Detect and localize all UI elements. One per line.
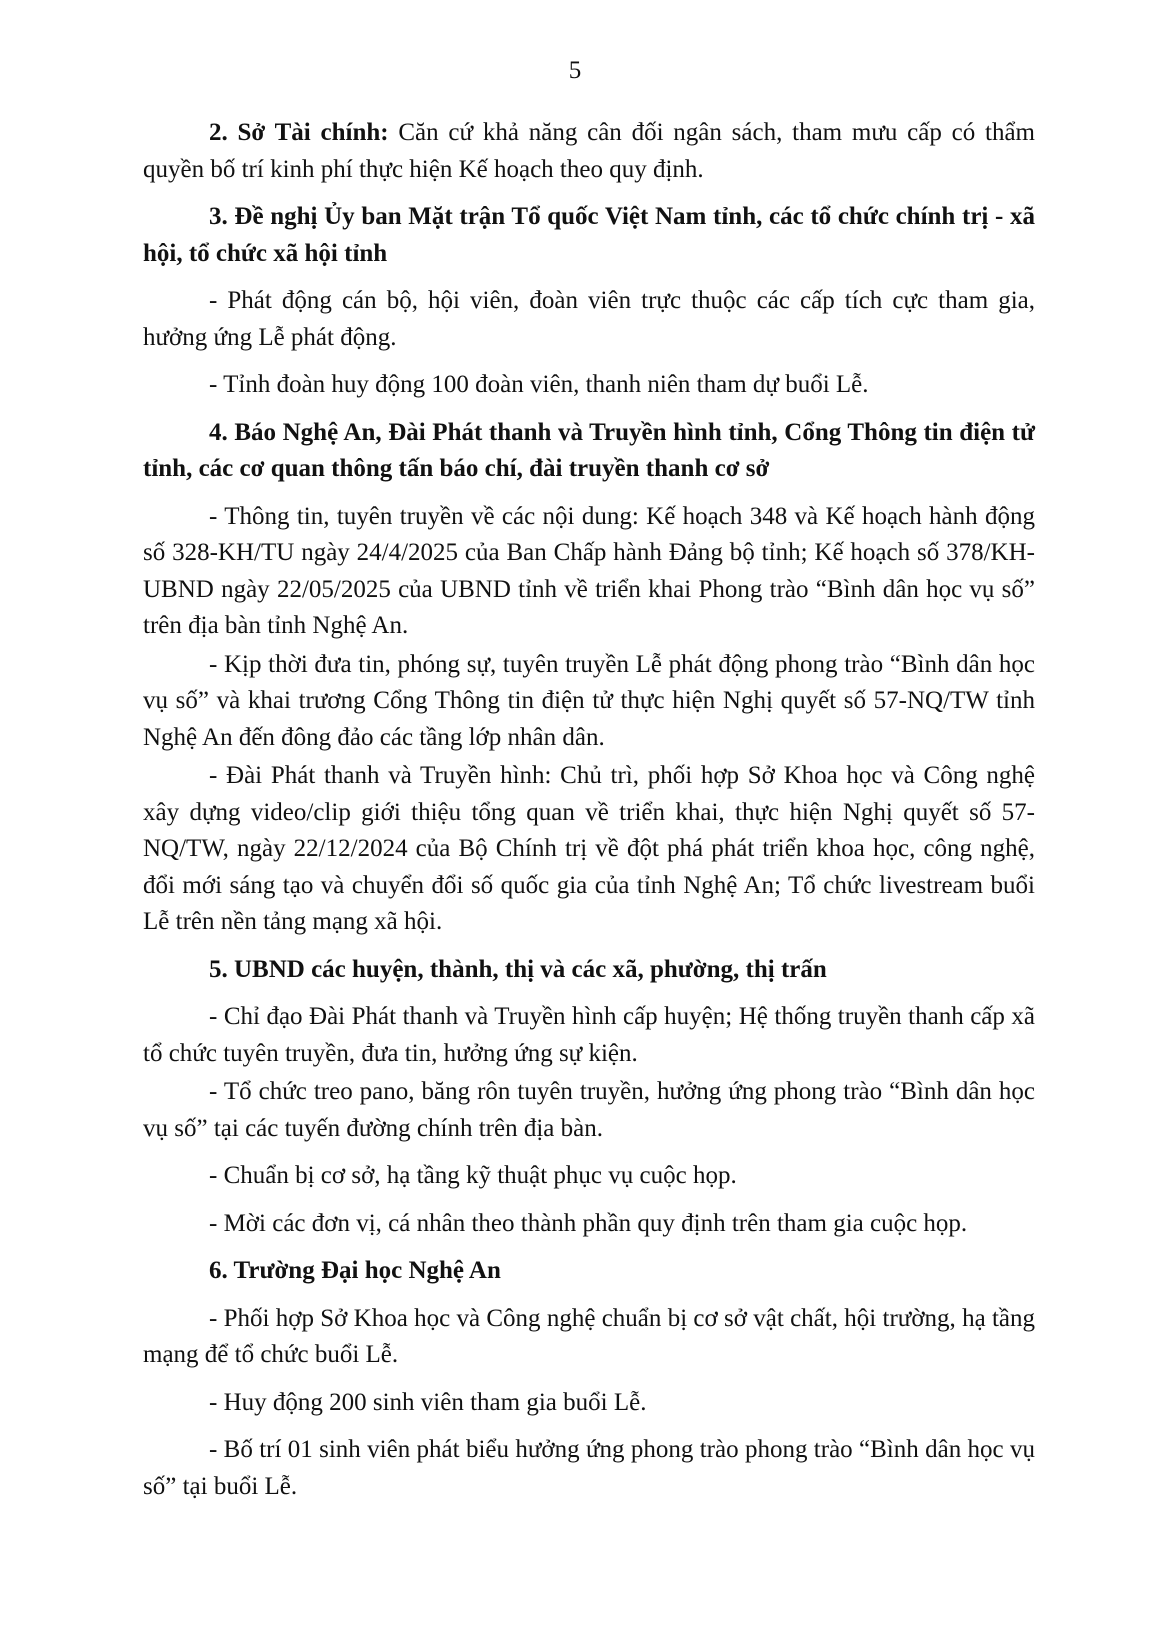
section-6-heading: 6. Trường Đại học Nghệ An (209, 1257, 501, 1284)
document-body (143, 115, 1035, 1516)
section-4-heading: 4. Báo Nghệ An, Đài Phát thanh và Truyền hình tỉnh, Cổng Thông tin điện tử tỉnh, các cơ quan thông tấn báo chí, đài truyền thanh cơ sở (143, 418, 1035, 482)
section-6-item-2: - Huy động 200 sinh viên tham gia buổi Lễ. (209, 1388, 647, 1416)
section-4-item-1: - Thông tin, tuyên truyền về các nội dung: Kế hoạch 348 và Kế hoạch hành động số 328-KH/TU ngày 24/4/2025 của Ban Chấp hành Đảng bộ tỉnh; Kế hoạch số 378/KH-UBND ngày 22/05/2025 của UBND tỉnh về triển khai Phong trào “Bình dân học vụ số” trên địa bàn tỉnh Nghệ An. (143, 502, 1035, 639)
section-5-item-3: - Chuẩn bị cơ sở, hạ tầng kỹ thuật phục vụ cuộc họp. (209, 1162, 737, 1189)
section-5-heading: 5. UBND các huyện, thành, thị và các xã, phường, thị trấn (209, 955, 827, 983)
section-4-item-3: - Đài Phát thanh và Truyền hình: Chủ trì, phối hợp Sở Khoa học và Công nghệ xây dựng video/clip giới thiệu tổng quan về triển khai, thực hiện Nghị quyết số 57-NQ/TW, ngày 22/12/2024 của Bộ Chính trị về đột phá phát triển khoa học, công nghệ, đổi mới sáng tạo và chuyển đổi số quốc gia của tỉnh Nghệ An; Tổ chức livestream buổi Lễ trên nền tảng mạng xã hội. (143, 762, 1035, 935)
section-2-lead: 2. Sở Tài chính: (209, 119, 389, 146)
section-3-item-1: - Phát động cán bộ, hội viên, đoàn viên trực thuộc các cấp tích cực tham gia, hưởng ứng Lễ phát động. (143, 287, 1035, 351)
section-5-item-1: - Chỉ đạo Đài Phát thanh và Truyền hình cấp huyện; Hệ thống truyền thanh cấp xã tổ chức tuyên truyền, đưa tin, hưởng ứng sự kiện. (143, 1003, 1035, 1067)
section-5-item-4: - Mời các đơn vị, cá nhân theo thành phần quy định trên tham gia cuộc họp. (209, 1209, 968, 1237)
section-2-text: Căn cứ khả năng cân đối ngân sách, tham mưu cấp có thẩm quyền bố trí kinh phí thực hiện Kế hoạch theo quy định. (143, 119, 1035, 183)
section-6-item-3: - Bố trí 01 sinh viên phát biểu hưởng ứng phong trào phong trào “Bình dân học vụ số” tại buổi Lễ. (143, 1436, 1035, 1500)
section-3-item-2: - Tỉnh đoàn huy động 100 đoàn viên, thanh niên tham dự buổi Lễ. (209, 371, 869, 398)
section-6-item-1: - Phối hợp Sở Khoa học và Công nghệ chuẩn bị cơ sở vật chất, hội trường, hạ tầng mạng để tổ chức buổi Lễ. (143, 1304, 1035, 1368)
section-2-paragraph (143, 115, 1035, 188)
section-5-item-2: - Tổ chức treo pano, băng rôn tuyên truyền, hưởng ứng phong trào “Bình dân học vụ số” tại các tuyến đường chính trên địa bàn. (143, 1078, 1035, 1142)
section-3-heading: 3. Đề nghị Ủy ban Mặt trận Tổ quốc Việt Nam tỉnh, các tổ chức chính trị - xã hội, tổ chức xã hội tỉnh (143, 203, 1035, 267)
page-number: 5 (568, 57, 582, 84)
section-4-item-2: - Kịp thời đưa tin, phóng sự, tuyên truyền Lễ phát động phong trào “Bình dân học vụ số” và khai trương Cổng Thông tin điện tử thực hiện Nghị quyết số 57-NQ/TW tỉnh Nghệ An đến đông đảo các tầng lớp nhân dân. (143, 650, 1035, 751)
